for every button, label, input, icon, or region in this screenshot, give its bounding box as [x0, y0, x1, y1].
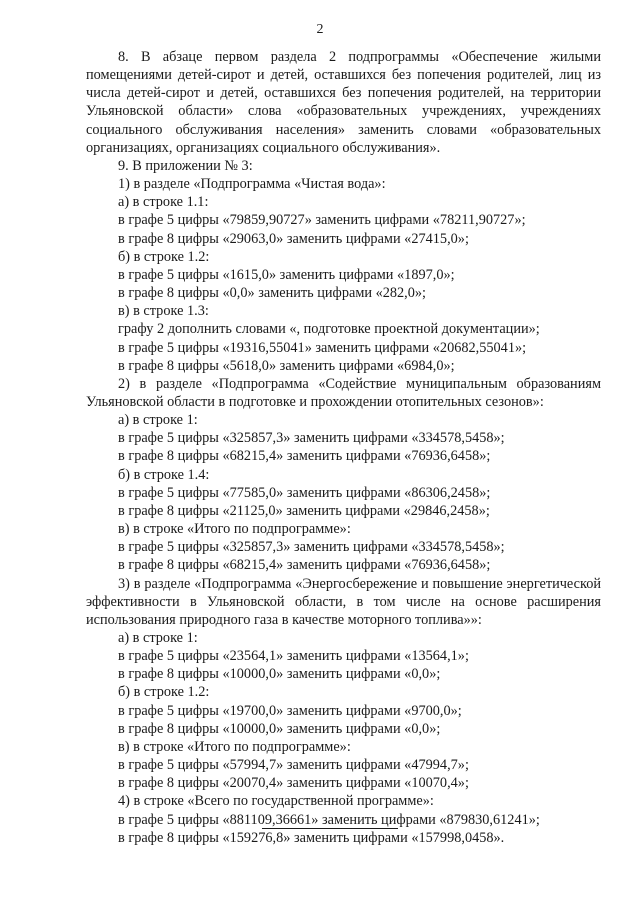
amendment-line: графу 2 дополнить словами «, подготовке проектной документации»;: [118, 321, 540, 338]
row-reference: а) в строке 1:: [118, 630, 198, 646]
subsection-heading: 3) в разделе «Подпрограмма «Энергосбережение и повышение энергетической эффективности в Ульяновской области, в том числе на основе расширения использования природного газа в качестве моторного топлива»»:: [86, 575, 601, 628]
replacement-line: в графе 5 цифры «1615,0» заменить цифрами «1897,0»;: [118, 266, 455, 283]
row-reference: в) в строке «Итого по подпрограмме»:: [118, 738, 351, 755]
replacement-line: в графе 5 цифры «77585,0» заменить цифрами «86306,2458»;: [118, 484, 491, 501]
replacement-line: в графе 8 цифры «68215,4» заменить цифрами «76936,6458»;: [118, 448, 491, 465]
subsection-heading: 4) в строке «Всего по государственной программе»:: [118, 793, 434, 810]
document-body: [86, 48, 601, 847]
row-reference: б) в строке 1.2:: [118, 248, 210, 265]
replacement-line: в графе 8 цифры «0,0» заменить цифрами «282,0»;: [118, 285, 427, 302]
replacement-line: в графе 5 цифры «325857,3» заменить цифрами «334578,5458»;: [118, 539, 505, 556]
replacement-line: в графе 8 цифры «29063,0» заменить цифрами «27415,0»;: [118, 230, 469, 247]
replacement-line: в графе 8 цифры «5618,0» заменить цифрами «6984,0»;: [118, 357, 455, 374]
row-reference: в) в строке 1.3:: [118, 303, 209, 320]
replacement-line: в графе 8 цифры «68215,4» заменить цифрами «76936,6458»;: [118, 557, 491, 574]
replacement-line: в графе 5 цифры «57994,7» заменить цифрами «47994,7»;: [118, 757, 469, 774]
row-reference: а) в строке 1:: [118, 412, 198, 429]
subsection-heading: 1) в разделе «Подпрограмма «Чистая вода»:: [118, 176, 386, 193]
page-number: 2: [316, 22, 324, 37]
replacement-line: в графе 8 цифры «10000,0» заменить цифрами «0,0»;: [118, 666, 441, 683]
row-reference: б) в строке 1.2:: [118, 684, 210, 701]
row-reference: б) в строке 1.4:: [118, 466, 210, 483]
replacement-line: в графе 5 цифры «79859,90727» заменить цифрами «78211,90727»;: [118, 212, 526, 229]
replacement-line: в графе 8 цифры «21125,0» заменить цифрами «29846,2458»;: [118, 502, 490, 519]
paragraph-item-8: 8. В абзаце первом раздела 2 подпрограммы «Обеспечение жилыми помещениями детей-сирот и детей, оставшихся без попечения родителей, лиц из числа детей-сирот и детей, оставшихся без попечения родителей, на территории Ульяновской области» слова «образовательных учреждениях, учреждениях социального обслуживания населения» заменить словами «образовательных организациях, организациях социального обслуживания».: [86, 49, 601, 156]
replacement-line: в графе 5 цифры «23564,1» заменить цифрами «13564,1»;: [118, 648, 469, 665]
replacement-line: в графе 8 цифры «20070,4» заменить цифрами «10070,4»;: [118, 775, 469, 792]
row-reference: а) в строке 1.1:: [118, 194, 209, 211]
end-divider: [262, 828, 398, 829]
replacement-line: в графе 5 цифры «19700,0» заменить цифрами «9700,0»;: [118, 702, 462, 719]
paragraph-item-9: 9. В приложении № 3:: [118, 157, 253, 174]
row-reference: в) в строке «Итого по подпрограмме»:: [118, 521, 351, 538]
replacement-line: в графе 8 цифры «159276,8» заменить цифрами «157998,0458».: [118, 829, 505, 846]
replacement-line: в графе 5 цифры «881109,36661» заменить цифрами «879830,61241»;: [118, 811, 540, 828]
replacement-line: в графе 5 цифры «325857,3» заменить цифрами «334578,5458»;: [118, 430, 505, 447]
replacement-line: в графе 5 цифры «19316,55041» заменить цифрами «20682,55041»;: [118, 339, 527, 356]
subsection-heading: 2) в разделе «Подпрограмма «Содействие муниципальным образованиям Ульяновской области в подготовке и прохождении отопительных сезонов»:: [86, 375, 601, 410]
replacement-line: в графе 8 цифры «10000,0» заменить цифрами «0,0»;: [118, 720, 441, 737]
